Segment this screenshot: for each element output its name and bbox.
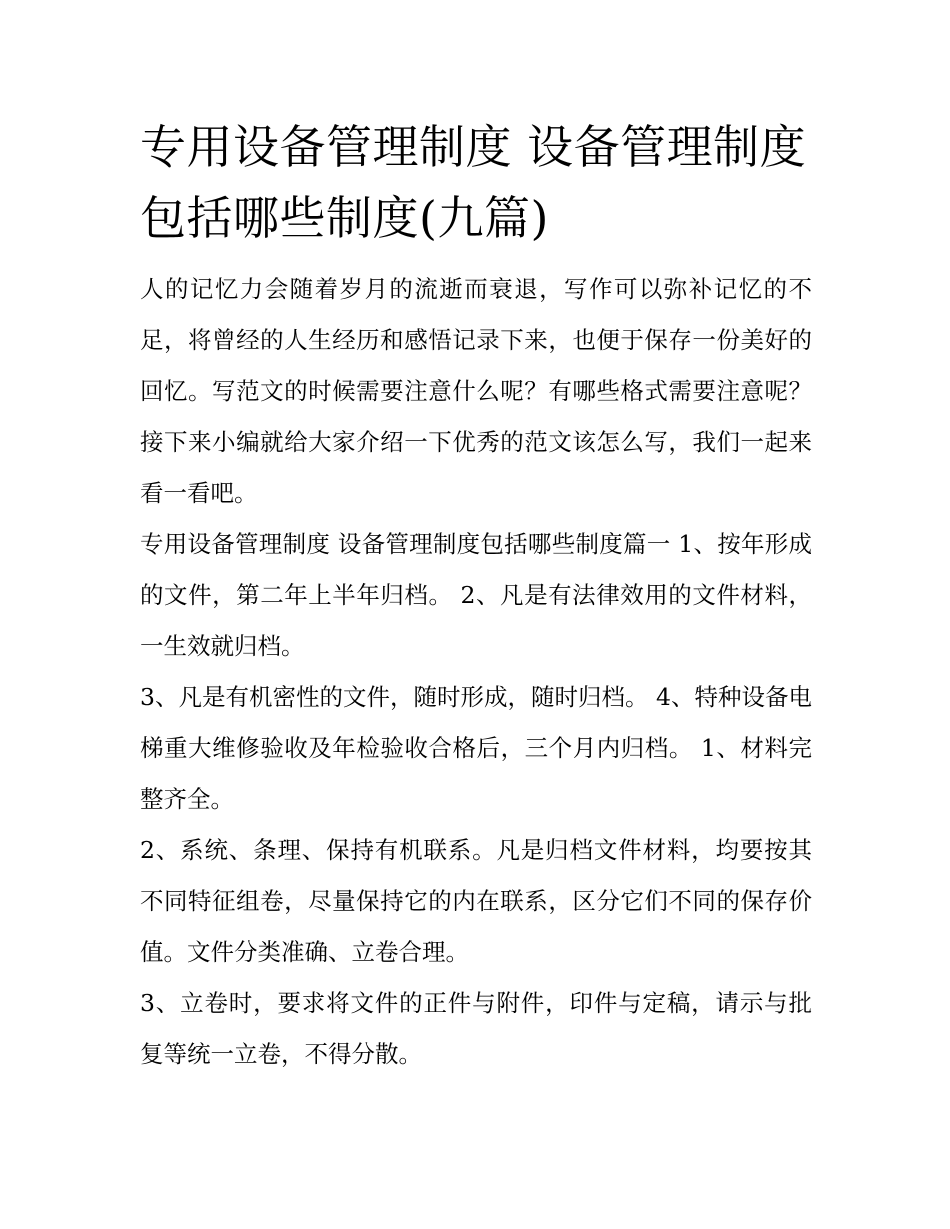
document-title: 专用设备管理制度 设备管理制度包括哪些制度(九篇) <box>140 120 807 245</box>
paragraph-item-2: 2、系统、条理、保持有机联系。凡是归档文件材料，均要按其不同特征组卷，尽量保持它的内在联系，区分它们不同的保存价值。文件分类准确、立卷合理。 <box>140 836 812 966</box>
document-page <box>140 112 812 1080</box>
paragraph-item-3-4: 3、凡是有机密性的文件，随时形成，随时归档。 4、特种设备电梯重大维修验收及年检验收合格后，三个月内归档。 1、材料完整齐全。 <box>140 683 812 813</box>
paragraph-intro: 人的记忆力会随着岁月的流逝而衰退，写作可以弥补记忆的不足，将曾经的人生经历和感悟记录下来，也便于保存一份美好的回忆。写范文的时候需要注意什么呢？有哪些格式需要注意呢？接下来小编就给大家介绍一下优秀的范文该怎么写，我们一起来看一看吧。 <box>140 275 812 507</box>
paragraph-item-3: 3、立卷时，要求将文件的正件与附件，印件与定稿，请示与批复等统一立卷，不得分散。 <box>140 989 812 1068</box>
paragraph-article-one: 专用设备管理制度 设备管理制度包括哪些制度篇一 1、按年形成的文件，第二年上半年归档。 2、凡是有法律效用的文件材料，一生效就归档。 <box>140 530 812 660</box>
